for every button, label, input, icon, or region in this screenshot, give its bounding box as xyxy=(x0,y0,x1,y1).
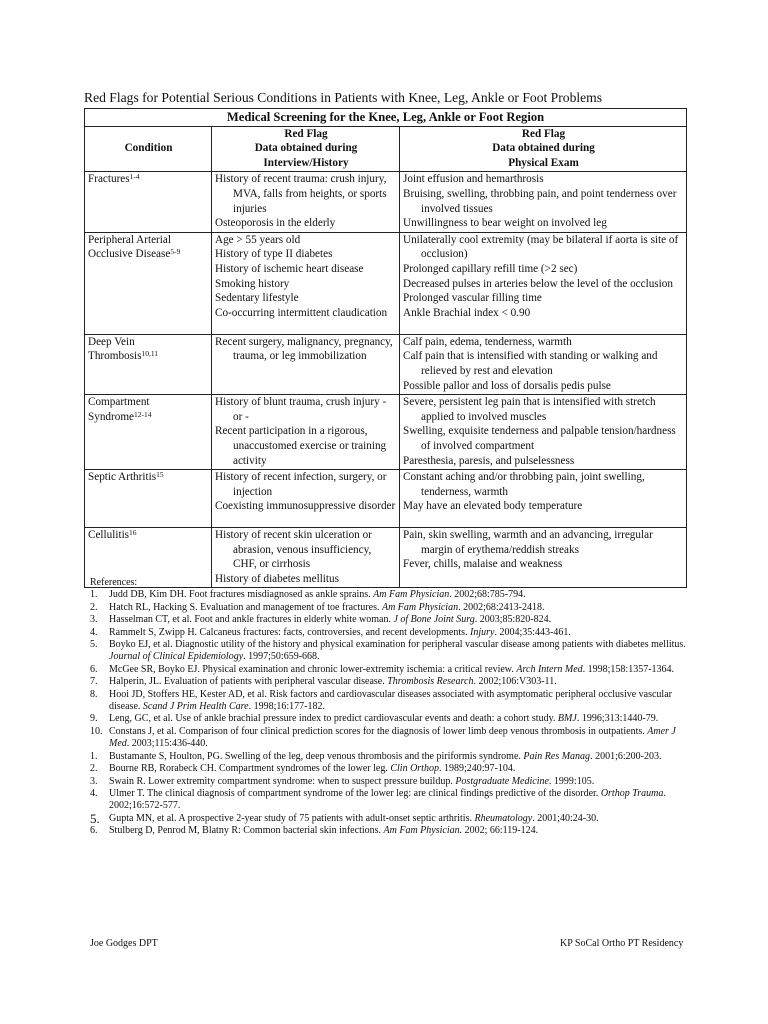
reference-item xyxy=(90,763,690,775)
reference-number: 2. xyxy=(90,601,98,613)
reference-text xyxy=(109,788,690,813)
exam-item: Possible pallor and loss of dorsalis pedis pulse xyxy=(403,379,611,392)
reference-details: . 1998;16:177-182. xyxy=(248,701,326,713)
reference-text xyxy=(109,627,690,639)
exam-cell xyxy=(400,334,687,394)
reference-citation: Judd DB, Kim DH. Foot fractures misdiagnosed as ankle sprains. xyxy=(109,589,374,601)
reference-text xyxy=(109,776,690,788)
exam-cell xyxy=(400,395,687,470)
header-interview-line: Interview/History xyxy=(263,156,349,169)
table-caption: Medical Screening for the Knee, Leg, Ankle or Foot Region xyxy=(85,109,687,127)
reference-details: . 1997;50:659-668. xyxy=(243,651,320,663)
condition-cell xyxy=(85,232,212,334)
reference-details: 2002; 66:119-124. xyxy=(462,825,539,837)
exam-cell xyxy=(400,172,687,232)
reference-text xyxy=(109,763,690,775)
reference-citation: Boyko EJ, et al. Diagnostic utility of the history and physical examination for peripheral vascular disease among patients with diabetes mellitus. xyxy=(109,639,686,651)
references-heading: References: xyxy=(90,577,138,588)
reference-journal: J of Bone Joint Surg xyxy=(393,614,475,626)
exam-item: Prolonged capillary refill time (>2 sec) xyxy=(403,262,578,275)
interview-item: Co-occurring intermittent claudication xyxy=(215,306,388,319)
reference-text xyxy=(109,726,690,751)
condition-name: Septic Arthritis xyxy=(88,471,157,484)
reference-item xyxy=(90,639,690,664)
condition-name: Syndrome xyxy=(88,410,134,423)
reference-number: 10. xyxy=(90,725,103,737)
header-interview-line: Data obtained during xyxy=(254,142,358,155)
interview-cell xyxy=(212,470,400,528)
reference-number: 9. xyxy=(90,713,98,725)
header-interview-line: Red Flag xyxy=(284,127,328,140)
reference-number: 4. xyxy=(90,787,98,799)
exam-cell xyxy=(400,232,687,334)
interview-item: Smoking history xyxy=(215,277,290,290)
reference-number: 1. xyxy=(90,750,98,762)
reference-journal: Am Fam Physician xyxy=(381,601,459,613)
reference-details: . 1998;158:1357-1364. xyxy=(582,663,675,675)
table-row-fractures xyxy=(85,172,687,232)
reference-number: 3. xyxy=(90,614,98,626)
table-row-deep-vein-thrombosis xyxy=(85,334,687,394)
reference-citation: Gupta MN, et al. A prospective 2-year study of 75 patients with adult-onset septic arthritis. xyxy=(109,812,475,824)
exam-item: Fever, chills, malaise and weakness xyxy=(403,558,563,571)
condition-cell xyxy=(85,334,212,394)
reference-details: . 2004;35:443-461. xyxy=(494,626,571,638)
reference-text xyxy=(109,713,690,725)
reference-citation: McGee SR, Boyko EJ. Physical examination and chronic lower-extremity ischemia: a critical review. xyxy=(109,663,517,675)
reference-text xyxy=(109,614,690,626)
reference-number: 7. xyxy=(90,676,98,688)
reference-number: 6. xyxy=(90,825,98,837)
reference-number: 8. xyxy=(90,688,98,700)
reference-text xyxy=(109,676,690,688)
document-title: Red Flags for Potential Serious Conditions in Patients with Knee, Leg, Ankle or Foot Problems xyxy=(84,90,603,105)
exam-item: Ankle Brachial index < 0.90 xyxy=(403,306,531,319)
reference-item xyxy=(90,614,690,626)
reference-journal: Thrombosis Research xyxy=(387,676,474,688)
reference-citation: Hasselman CT, et al. Foot and ankle fractures in elderly white woman. xyxy=(109,614,394,626)
reference-journal: Orthop Trauma xyxy=(600,787,664,799)
exam-item: Calf pain that is intensified with standing or walking and relieved by rest and elevation xyxy=(403,350,658,377)
reference-details: . 2002;16:572-577. xyxy=(109,787,666,812)
citation-sup: 1-4 xyxy=(129,172,140,182)
exam-item: Severe, persistent leg pain that is intensified with stretch applied to involved muscles xyxy=(403,396,656,423)
condition-name: Thrombosis xyxy=(88,350,142,363)
interview-item: History of type II diabetes xyxy=(215,248,333,261)
interview-item: Coexisting immunosuppressive disorder xyxy=(215,500,396,513)
references-section xyxy=(90,577,690,838)
condition-cell xyxy=(85,395,212,470)
exam-item: Pain, skin swelling, warmth and an advancing, irregular margin of erythema/reddish streaks xyxy=(403,529,653,556)
reference-item xyxy=(90,689,690,714)
reference-text xyxy=(109,589,690,601)
reference-journal: Scand J Prim Health Care xyxy=(142,701,249,713)
interview-item: Sedentary lifestyle xyxy=(215,292,299,305)
reference-details: . 2003;85:820-824. xyxy=(474,614,552,626)
table-row-compartment-syndrome xyxy=(85,395,687,470)
reference-item xyxy=(90,825,690,837)
reference-item xyxy=(90,810,690,826)
reference-details: . 1996;313:1440-79. xyxy=(576,713,659,725)
interview-cell xyxy=(212,172,400,232)
reference-journal: Rheumatology xyxy=(474,812,533,824)
interview-item: History of recent infection, surgery, or injection xyxy=(215,471,387,498)
reference-citation: Hooi JD, Stoffers HE, Kester AD, et al. Risk factors and cardiovascular diseases associated with asymptomatic peripheral occlusive vascular disease. xyxy=(109,688,672,713)
reference-citation: Leng, GC, et al. Use of ankle brachial pressure index to predict cardiovascular events and death: a cohort study. xyxy=(109,713,558,725)
reference-number: 1. xyxy=(90,589,98,601)
interview-item: Recent surgery, malignancy, pregnancy, trauma, or leg immobilization xyxy=(215,335,393,363)
reference-journal: Pain Res Manag xyxy=(523,750,591,762)
interview-cell xyxy=(212,232,400,334)
reference-item xyxy=(90,664,690,676)
header-condition-label: Condition xyxy=(124,142,173,155)
reference-number: 4. xyxy=(90,626,98,638)
header-condition xyxy=(85,126,212,172)
reference-details: . 2002;68:785-794. xyxy=(449,589,526,601)
condition-name: Fractures xyxy=(88,173,130,186)
reference-number: 3. xyxy=(90,775,98,787)
reference-number: 5. xyxy=(90,810,100,826)
exam-item: Unwillingness to bear weight on involved leg xyxy=(403,217,607,230)
reference-details: . 2002;68:2413-2418. xyxy=(458,601,545,613)
reference-item xyxy=(90,676,690,688)
interview-item: History of recent trauma: crush injury, MVA, falls from heights, or sports injuries xyxy=(215,173,387,215)
interview-item: Recent participation in a rigorous, unaccustomed exercise or training activity xyxy=(215,425,387,467)
citation-sup: 15 xyxy=(156,470,164,480)
references-list xyxy=(90,589,690,837)
reference-citation: Rammelt S, Zwipp H. Calcaneus fractures: facts, controversies, and recent developments. xyxy=(109,626,470,638)
reference-number: 6. xyxy=(90,663,98,675)
interview-cell xyxy=(212,334,400,394)
interview-item: Osteoporosis in the elderly xyxy=(215,217,336,230)
exam-item: Unilaterally cool extremity (may be bilateral if aorta is site of occlusion) xyxy=(403,233,679,261)
reference-item xyxy=(90,726,690,751)
footer-program: KP SoCal Ortho PT Residency xyxy=(560,938,684,949)
header-interview xyxy=(212,126,400,172)
interview-item: History of ischemic heart disease xyxy=(215,262,364,275)
interview-item: History of diabetes mellitus xyxy=(215,572,339,585)
reference-item xyxy=(90,627,690,639)
reference-journal: Postgraduate Medicine xyxy=(455,775,549,787)
citation-sup: 16 xyxy=(129,528,137,538)
citation-sup: 12-14 xyxy=(134,409,152,419)
reference-text xyxy=(109,602,690,614)
exam-item: Swelling, exquisite tenderness and palpable tension/hardness of involved compartment xyxy=(403,425,676,452)
exam-item: Joint effusion and hemarthrosis xyxy=(403,173,544,186)
reference-item xyxy=(90,713,690,725)
exam-item: Constant aching and/or throbbing pain, joint swelling, tenderness, warmth xyxy=(403,471,645,498)
header-exam-line: Data obtained during xyxy=(492,142,595,155)
reference-item xyxy=(90,788,690,813)
reference-text xyxy=(109,825,690,837)
reference-journal: Injury xyxy=(470,626,495,638)
reference-citation: Stulberg D, Penrod M, Blatny R: Common bacterial skin infections. xyxy=(109,825,384,837)
reference-citation: Halperin, JL. Evaluation of patients with peripheral vascular disease. xyxy=(109,676,388,688)
reference-journal: Am Fam Physician xyxy=(373,589,450,601)
reference-text xyxy=(109,751,690,763)
interview-item: Age > 55 years old xyxy=(215,233,301,246)
reference-number: 5. xyxy=(90,639,98,651)
reference-item xyxy=(90,776,690,788)
header-exam xyxy=(400,126,687,172)
reference-details: . 1999:105. xyxy=(548,775,595,787)
reference-journal: BMJ xyxy=(557,713,577,725)
reference-text xyxy=(109,689,690,714)
reference-details: . 2003;115:436-440. xyxy=(126,738,208,750)
reference-journal: Am Fam Physician. xyxy=(383,825,463,837)
reference-details: . 2002;106:V303-11. xyxy=(473,676,557,688)
reference-details: . 1989;240:97-104. xyxy=(438,763,516,775)
reference-journal: Amer J Med xyxy=(109,725,676,750)
reference-journal: Journal of Clinical Epidemiology xyxy=(109,651,244,663)
citation-sup: 10,11 xyxy=(141,349,159,359)
reference-journal: Clin Orthop xyxy=(390,763,439,775)
reference-journal: Arch Intern Med xyxy=(516,663,583,675)
table-header-row xyxy=(85,126,687,172)
reference-number: 2. xyxy=(90,763,98,775)
reference-details: . 2001;40:24-30. xyxy=(532,812,599,824)
header-exam-line: Red Flag xyxy=(521,127,566,140)
interview-item: History of blunt trauma, crush injury - or - xyxy=(215,396,387,423)
condition-name: Deep Vein xyxy=(88,335,135,348)
condition-name: Cellulitis xyxy=(88,529,130,542)
reference-citation: Swain R. Lower extremity compartment syndrome: when to suspect pressure buildup. xyxy=(109,775,456,787)
condition-name: Peripheral Arterial xyxy=(88,233,171,246)
reference-text xyxy=(109,639,690,664)
red-flags-table xyxy=(84,108,687,588)
reference-citation: Bourne RB, Rorabeck CH. Compartment syndromes of the lower leg. xyxy=(109,763,391,775)
exam-item: Paresthesia, paresis, and pulselessness xyxy=(403,454,575,467)
exam-item: May have an elevated body temperature xyxy=(403,500,583,513)
reference-text xyxy=(109,664,690,676)
reference-item xyxy=(90,751,690,763)
interview-item: History of recent skin ulceration or abrasion, venous insufficiency, CHF, or cirrhosis xyxy=(215,529,372,571)
reference-details: . 2001;6:200-203. xyxy=(590,750,662,762)
reference-citation: Bustamante S, Houlton, PG. Swelling of the leg, deep venous thrombosis and the piriformis syndrome. xyxy=(109,750,524,762)
exam-item: Prolonged vascular filling time xyxy=(403,292,542,305)
condition-cell xyxy=(85,470,212,528)
reference-citation: Constans J, et al. Comparison of four clinical prediction scores for the diagnosis of lower limb deep venous thrombosis in outpatients. xyxy=(109,725,648,737)
condition-name: Occlusive Disease xyxy=(88,248,171,261)
reference-item xyxy=(90,589,690,601)
footer-author: Joe Godges DPT xyxy=(90,938,158,949)
exam-item: Calf pain, edema, tenderness, warmth xyxy=(403,335,572,348)
citation-sup: 5-9 xyxy=(170,247,181,257)
table-row-septic-arthritis xyxy=(85,470,687,528)
header-exam-line: Physical Exam xyxy=(508,156,579,169)
reference-citation: Ulmer T. The clinical diagnosis of compartment syndrome of the lower leg: are clinical findings predictive of the disorder. xyxy=(109,787,601,799)
reference-citation: Hatch RL, Hacking S. Evaluation and management of toe fractures. xyxy=(109,601,382,613)
exam-item: Decreased pulses in arteries below the level of the occlusion xyxy=(403,277,673,290)
condition-name: Compartment xyxy=(88,396,150,409)
reference-text xyxy=(109,813,690,825)
interview-cell xyxy=(212,395,400,470)
table-row-peripheral-arterial xyxy=(85,232,687,334)
exam-cell xyxy=(400,470,687,528)
exam-item: Bruising, swelling, throbbing pain, and point tenderness over involved tissues xyxy=(403,187,677,215)
condition-cell xyxy=(85,172,212,232)
reference-item xyxy=(90,602,690,614)
